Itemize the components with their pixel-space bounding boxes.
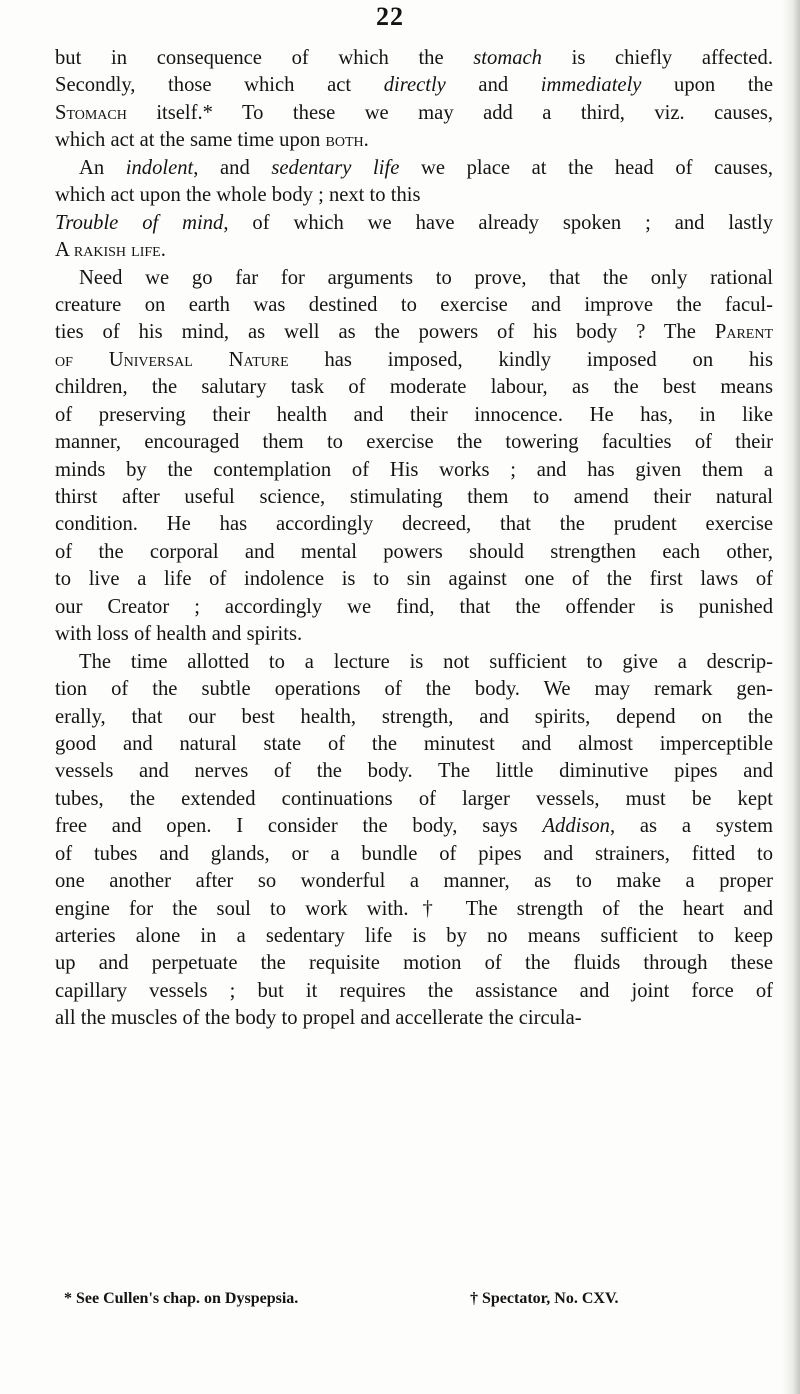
text-line: An indolent, and sedentary life we place at the head of causes, [79, 156, 773, 179]
text-line: children, the salutary task of moderate labour, as the best means [55, 376, 773, 399]
text-line: all the muscles of the body to propel and accellerate the circula- [55, 1007, 582, 1030]
text-line: minds by the contemplation of His works ; and has given them a [55, 458, 773, 481]
text-line: Secondly, those which act directly and immediately upon the [55, 74, 773, 97]
text-line: tubes, the extended continuations of larger vessels, must be kept [55, 787, 773, 810]
text-line: of Universal Nature has imposed, kindly imposed on his [55, 348, 773, 371]
text-line: which act at the same time upon both. [55, 129, 369, 152]
text-line: our Creator ; accordingly we find, that the offender is punished [55, 595, 773, 618]
text-line: Stomach itself.* To these we may add a third, viz. causes, [55, 101, 773, 124]
text-line: up and perpetuate the requisite motion of the fluids through these [55, 952, 773, 975]
text-line: ties of his mind, as well as the powers of his body ? The Parent [55, 321, 773, 344]
text-line: Trouble of mind, of which we have already spoken ; and lastly [55, 211, 773, 234]
text-line: creature on earth was destined to exercise and improve the facul- [55, 293, 773, 316]
text-line: with loss of health and spirits. [55, 623, 303, 646]
text-line: one another after so wonderful a manner, as to make a proper [55, 870, 773, 893]
text-line: tion of the subtle operations of the body. We may remark gen- [55, 678, 773, 701]
page-edge-shadow [782, 0, 800, 1394]
text-line: to live a life of indolence is to sin against one of the first laws of [55, 568, 773, 591]
text-line: The time allotted to a lecture is not sufficient to give a descrip- [79, 650, 773, 673]
text-line: engine for the soul to work with.† The strength of the heart and [55, 897, 773, 920]
footnote-cullen: * See Cullen's chap. on Dyspepsia. [64, 1290, 299, 1307]
text-line: of preserving their health and their innocence. He has, in like [55, 403, 773, 426]
text-line: thirst after useful science, stimulating them to amend their natural [55, 486, 773, 508]
text-line: vessels and nerves of the body. The little diminutive pipes and [55, 760, 773, 783]
body-text [55, 45, 773, 1033]
text-line: condition. He has accordingly decreed, that the prudent exercise [55, 513, 773, 536]
text-line: free and open. I consider the body, says Addison, as a system [55, 815, 773, 838]
text-line: good and natural state of the minutest and almost imperceptible [55, 732, 773, 755]
text-line: manner, encouraged them to exercise the towering faculties of their [55, 431, 773, 454]
text-line: capillary vessels ; but it requires the assistance and joint force of [55, 979, 773, 1002]
text-line: arteries alone in a sedentary life is by no means sufficient to keep [55, 925, 773, 947]
text-line: of tubes and glands, or a bundle of pipes and strainers, fitted to [55, 842, 773, 865]
text-line: erally, that our best health, strength, and spirits, depend on the [55, 705, 773, 728]
text-line: A rakish life. [55, 239, 166, 262]
footnote-spectator: † Spectator, No. CXV. [470, 1290, 619, 1307]
text-line: of the corporal and mental powers should strengthen each other, [55, 540, 773, 563]
page-number: 22 [376, 2, 404, 31]
text-line: which act upon the whole body ; next to this [55, 184, 421, 207]
text-line: but in consequence of which the stomach is chiefly affected. [55, 47, 773, 69]
text-line: Need we go far for arguments to prove, that the only rational [79, 266, 773, 289]
